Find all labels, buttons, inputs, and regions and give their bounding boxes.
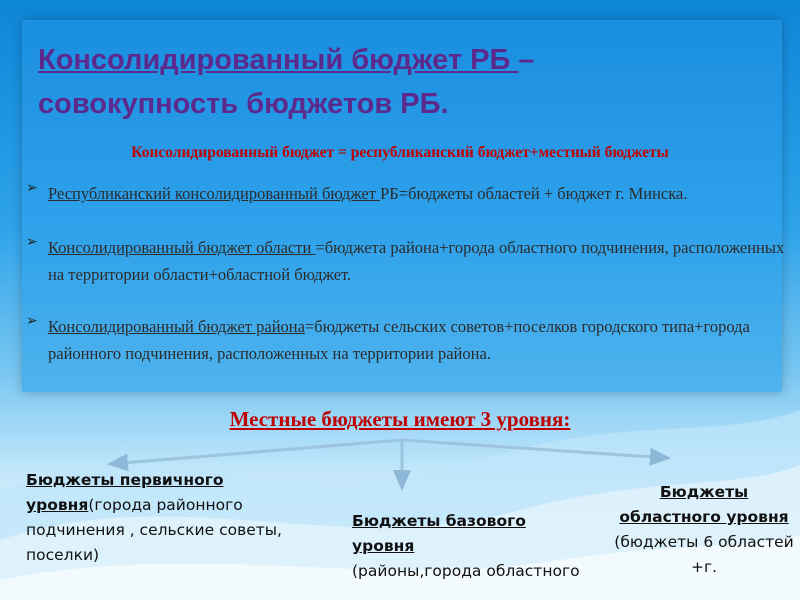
budget-formula: Консолидированный бюджет = республиканский бюджет+местный бюджеты xyxy=(131,144,669,161)
bullet-term: Консолидированный бюджет района xyxy=(48,317,305,336)
card-description: (районы,города областного xyxy=(352,562,580,580)
card-title: Бюджеты областного уровня xyxy=(619,483,789,526)
arrow-bullet-icon: ➢ xyxy=(26,181,38,196)
slide-title-line1 xyxy=(38,44,688,77)
bullet-term: Республиканский консолидированный бюджет xyxy=(48,184,381,203)
bullet-definition: =бюджеты сельских советов+поселков городского типа+города районного подчинения, расположенных на территории района. xyxy=(48,317,750,363)
arrow-bullet-icon: ➢ xyxy=(26,314,38,329)
title-dash: – xyxy=(518,44,535,76)
connector-right-arrow xyxy=(402,440,668,458)
level-card-regional xyxy=(614,480,794,580)
slide-title-line2: совокупность бюджетов РБ. xyxy=(38,88,449,120)
card-description: (бюджеты 6 областей +г. xyxy=(614,533,794,576)
card-title: Бюджеты первичного уровня xyxy=(26,471,224,514)
title-underlined: Консолидированный бюджет РБ xyxy=(38,44,519,76)
card-title: Бюджеты базового уровня xyxy=(352,512,526,555)
card-description: (города районного подчинения , сельские советы, поселки) xyxy=(26,496,282,564)
level-card-base xyxy=(352,509,592,584)
bullet-term: Консолидированный бюджет области xyxy=(48,238,316,257)
connector-left-arrow xyxy=(110,440,402,464)
levels-heading: Местные бюджеты имеют 3 уровня: xyxy=(229,407,571,431)
bullet-definition: =бюджета района+города областного подчинения, расположенных на территории области+областной бюджет. xyxy=(48,238,785,284)
arrow-bullet-icon: ➢ xyxy=(26,235,38,250)
bullet-definition: РБ=бюджеты областей + бюджет г. Минска. xyxy=(380,184,688,203)
level-card-primary xyxy=(26,468,326,568)
